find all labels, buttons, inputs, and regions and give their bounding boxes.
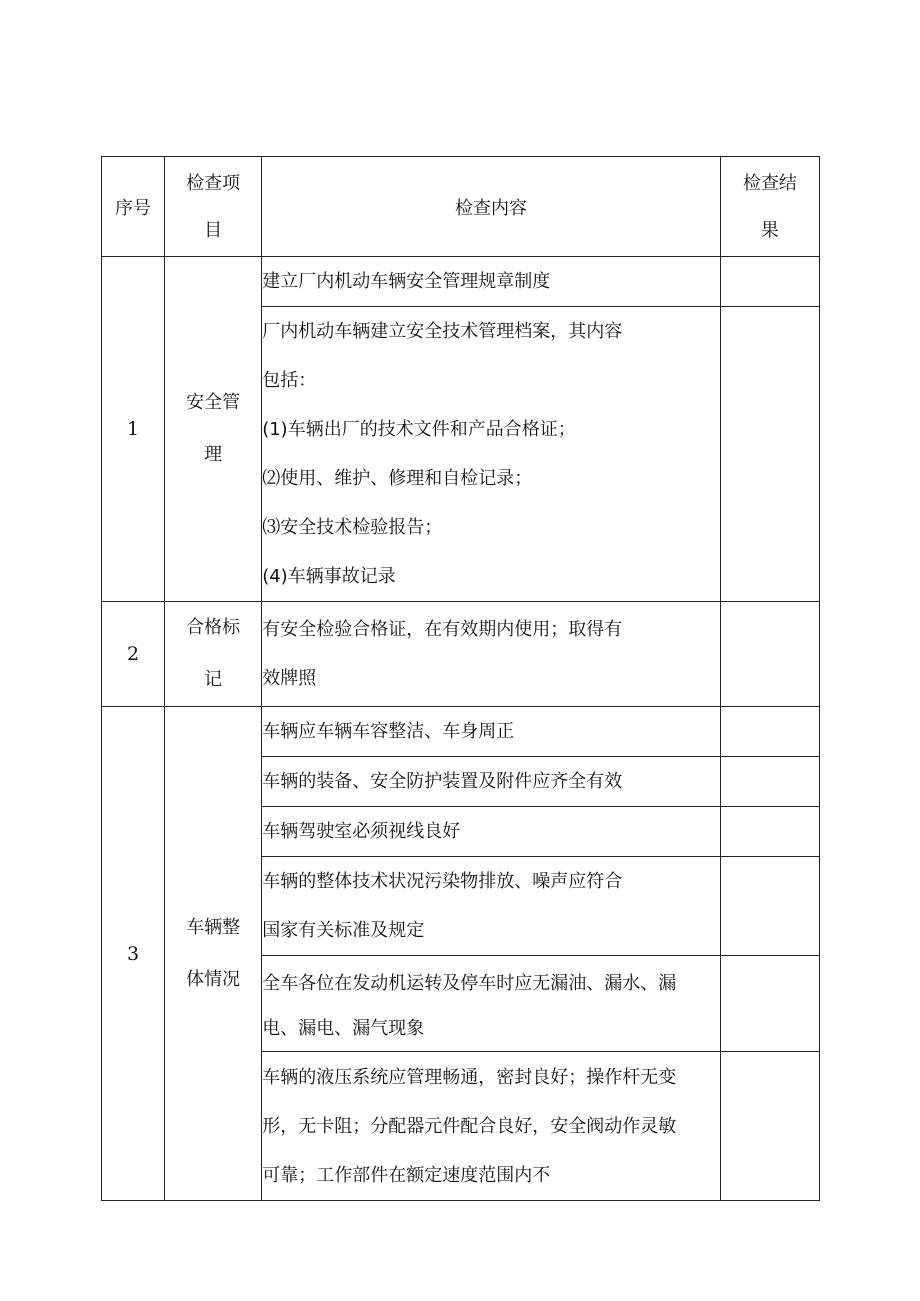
content-cell: 厂内机动车辆建立安全技术管理档案，其内容 包括： (1)车辆出厂的技术文件和产品合格证； ⑵使用、维护、修理和自检记录； ⑶安全技术检验报告； (4)车辆事故记录 xyxy=(262,307,721,602)
result-cell[interactable] xyxy=(720,1052,819,1201)
result-cell[interactable] xyxy=(720,857,819,956)
header-no: 序号 xyxy=(102,157,165,257)
header-content: 检查内容 xyxy=(262,157,721,257)
content-cell: 有安全检验合格证，在有效期内使用；取得有 效牌照 xyxy=(262,602,721,707)
header-result: 检查结 果 xyxy=(720,157,819,257)
result-cell[interactable] xyxy=(720,707,819,757)
content-cell: 车辆的液压系统应管理畅通，密封良好；操作杆无变 形，无卡阻；分配器元件配合良好，安全阀动作灵敏 可靠；工作部件在额定速度范围内不 xyxy=(262,1052,721,1201)
result-cell[interactable] xyxy=(720,257,819,307)
section-item: 车辆整 体情况 xyxy=(165,707,262,1201)
section-number: 1 xyxy=(102,257,165,602)
table-row xyxy=(102,257,820,307)
result-cell[interactable] xyxy=(720,757,819,807)
result-cell[interactable] xyxy=(720,807,819,857)
section-item: 合格标 记 xyxy=(165,602,262,707)
table-row xyxy=(102,602,820,707)
section-item: 安全管 理 xyxy=(165,257,262,602)
content-cell: 车辆驾驶室必须视线良好 xyxy=(262,807,721,857)
section-number: 2 xyxy=(102,602,165,707)
content-cell: 建立厂内机动车辆安全管理规章制度 xyxy=(262,257,721,307)
section-number: 3 xyxy=(102,707,165,1201)
result-cell[interactable] xyxy=(720,956,819,1052)
result-cell[interactable] xyxy=(720,307,819,602)
table-row xyxy=(102,707,820,757)
header-item: 检查项 目 xyxy=(165,157,262,257)
content-cell: 全车各位在发动机运转及停车时应无漏油、漏水、漏 电、漏电、漏气现象 xyxy=(262,956,721,1052)
content-cell: 车辆的装备、安全防护装置及附件应齐全有效 xyxy=(262,757,721,807)
inspection-table xyxy=(101,156,820,1201)
header-row xyxy=(102,157,820,257)
content-cell: 车辆应车辆车容整洁、车身周正 xyxy=(262,707,721,757)
content-cell: 车辆的整体技术状况污染物排放、噪声应符合 国家有关标准及规定 xyxy=(262,857,721,956)
result-cell[interactable] xyxy=(720,602,819,707)
